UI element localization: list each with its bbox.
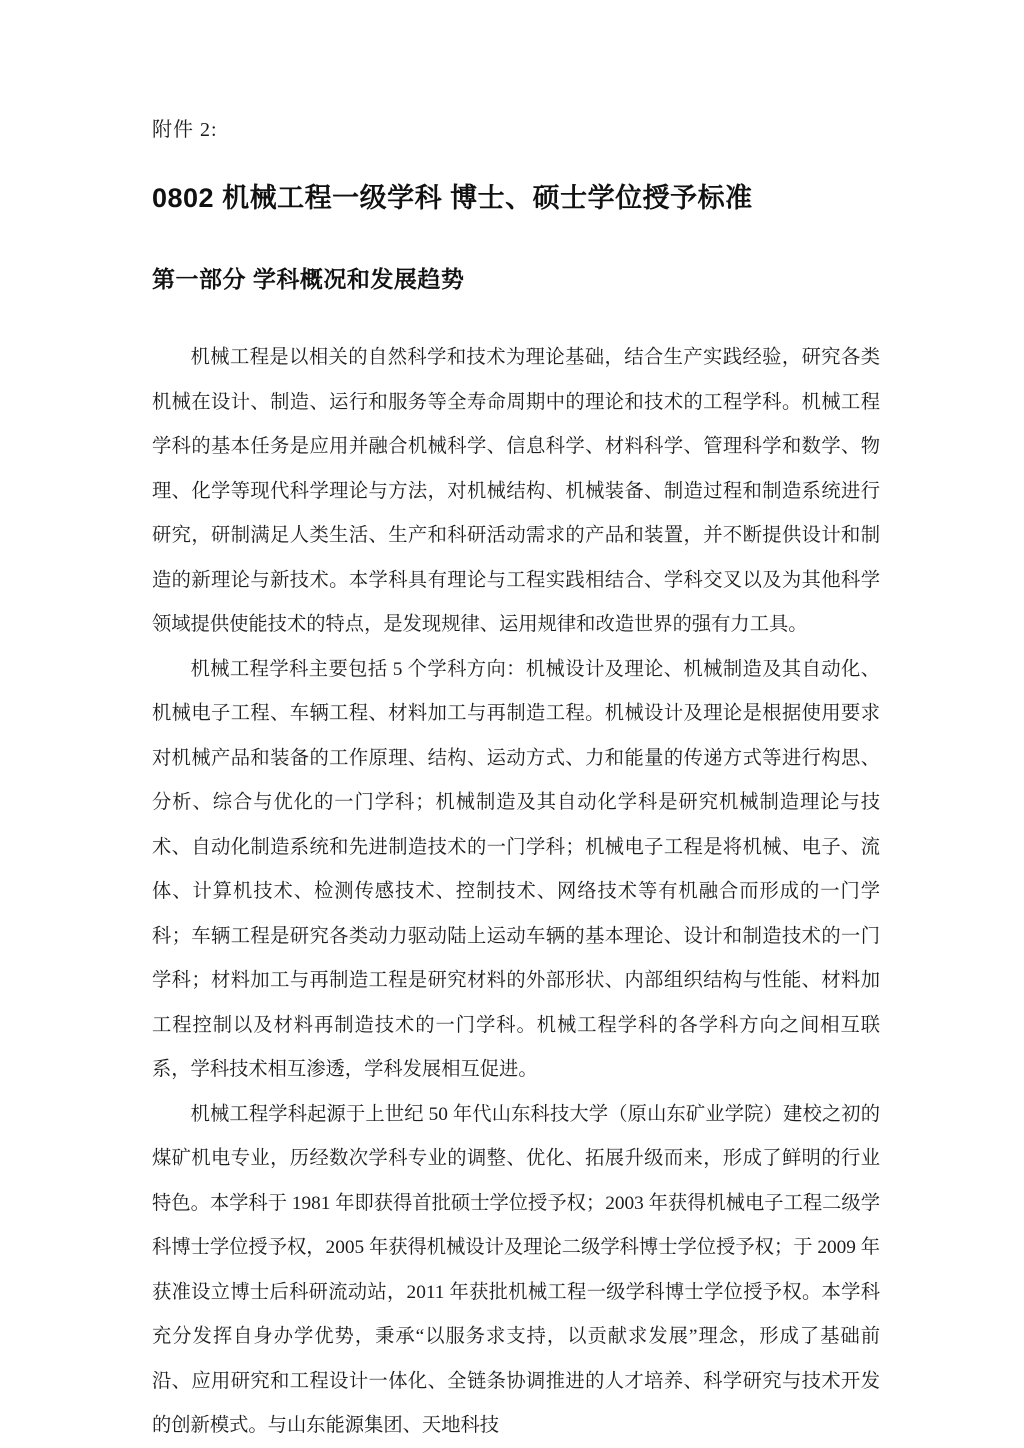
document-title: 0802 机械工程一级学科 博士、硕士学位授予标准 [152, 183, 753, 213]
paragraph-discipline-history: 机械工程学科起源于上世纪 50 年代山东科技大学（原山东矿业学院）建校之初的煤矿机电专业，历经数次学科专业的调整、优化、拓展升级而来，形成了鲜明的行业特色。本学科于 1981 年即获得首批硕士学位授予权；2003 年获得机械电子工程二级学科博士学位授予权，2005 年获得机械设计及理论二级学科博士学位授予权；于 2009 年获准设立博士后科研流动站，2011 年获批机械工程一级学科博士学位授予权。本学科充分发挥自身办学优势，秉承“以服务求支持，以贡献求发展”理念，形成了基础前沿、应用研究和工程设计一体化、全链条协调推进的人才培养、科学研究与技术开发的创新模式。与山东能源集团、天地科技 [152, 1103, 880, 1436]
attachment-label: 附件 2: [152, 119, 218, 141]
paragraph-discipline-overview: 机械工程是以相关的自然科学和技术为理论基础，结合生产实践经验，研究各类机械在设计、制造、运行和服务等全寿命周期中的理论和技术的工程学科。机械工程学科的基本任务是应用并融合机械科学、信息科学、材料科学、管理科学和数学、物理、化学等现代科学理论与方法，对机械结构、机械装备、制造过程和制造系统进行研究，研制满足人类生活、生产和科研活动需求的产品和装置，并不断提供设计和制造的新理论与新技术。本学科具有理论与工程实践相结合、学科交叉以及为其他科学领域提供使能技术的特点，是发现规律、运用规律和改造世界的强有力工具。 [152, 347, 880, 635]
document-body [152, 336, 880, 1448]
paragraph-discipline-directions: 机械工程学科主要包括 5 个学科方向：机械设计及理论、机械制造及其自动化、机械电子工程、车辆工程、材料加工与再制造工程。机械设计及理论是根据使用要求对机械产品和装备的工作原理、结构、运动方式、力和能量的传递方式等进行构思、分析、综合与优化的一门学科；机械制造及其自动化学科是研究机械制造理论与技术、自动化制造系统和先进制造技术的一门学科；机械电子工程是将机械、电子、流体、计算机技术、检测传感技术、控制技术、网络技术等有机融合而形成的一门学科；车辆工程是研究各类动力驱动陆上运动车辆的基本理论、设计和制造技术的一门学科；材料加工与再制造工程是研究材料的外部形状、内部组织结构与性能、材料加工程控制以及材料再制造技术的一门学科。机械工程学科的各学科方向之间相互联系，学科技术相互渗透，学科发展相互促进。 [152, 658, 880, 1080]
section-heading-part1: 第一部分 学科概况和发展趋势 [152, 266, 465, 292]
